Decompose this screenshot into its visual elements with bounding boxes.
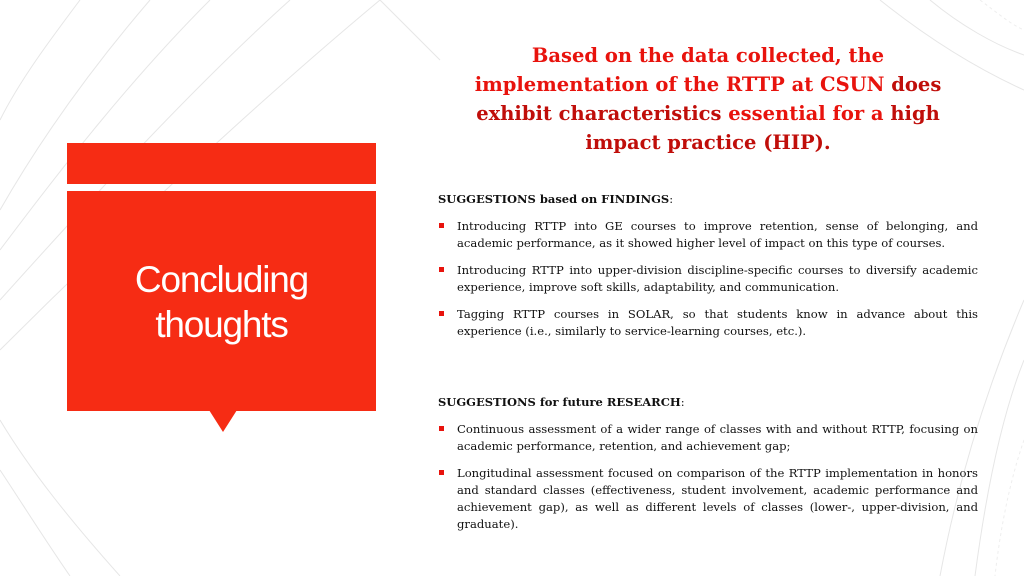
research-item-text: Continuous assessment of a wider range of classes with and without RTTP, focusing on academic performance, retention, and achievement gap; [457,422,978,453]
headline-part1: Based on the data collected, the implementation of the RTTP at CSUN [474,44,892,96]
findings-heading-text: SUGGESTIONS based on FINDINGS [438,192,670,206]
research-heading [438,395,685,409]
list-item [438,465,978,533]
findings-heading [438,192,673,206]
headline-emphasis2: high impact practice (HIP). [585,102,940,154]
bullet-square-icon [439,470,444,475]
list-item [438,421,978,455]
research-list [438,421,978,543]
findings-list [438,218,978,350]
findings-item-text: Tagging RTTP courses in SOLAR, so that students know in advance about this experience (i.e., similarly to service-learning courses, etc.). [457,307,978,338]
title-box [67,191,376,411]
research-heading-colon: : [680,395,685,409]
headline-emphasis1: does exhibit characteristics [476,73,942,125]
bullet-square-icon [439,223,444,228]
list-item [438,306,978,340]
list-item [438,218,978,252]
research-item-text: Longitudinal assessment focused on comparison of the RTTP implementation in honors and standard classes (effectiveness, student involvement, academic performance and achievement gap), as well as different levels of classes (lower-, upper-division, and graduate). [457,466,978,531]
slide-title-line2: thoughts [155,304,288,345]
headline [456,41,960,157]
bullet-square-icon [439,426,444,431]
slide-title [135,257,308,347]
bullet-square-icon [439,311,444,316]
findings-item-text: Introducing RTTP into GE courses to improve retention, sense of belonging, and academic performance, as it showed higher level of impact on this type of courses. [457,219,978,250]
list-item [438,262,978,296]
headline-part3: essential for a [721,102,891,125]
findings-item-text: Introducing RTTP into upper-division discipline-specific courses to diversify academic experience, improve soft skills, adaptability, and communication. [457,263,978,294]
title-pointer-triangle [209,410,237,432]
research-heading-text: SUGGESTIONS for future RESEARCH [438,395,681,409]
slide-title-line1: Concluding [134,259,309,300]
title-accent-strip [67,143,376,184]
bullet-square-icon [439,267,444,272]
findings-heading-colon: : [669,192,674,206]
